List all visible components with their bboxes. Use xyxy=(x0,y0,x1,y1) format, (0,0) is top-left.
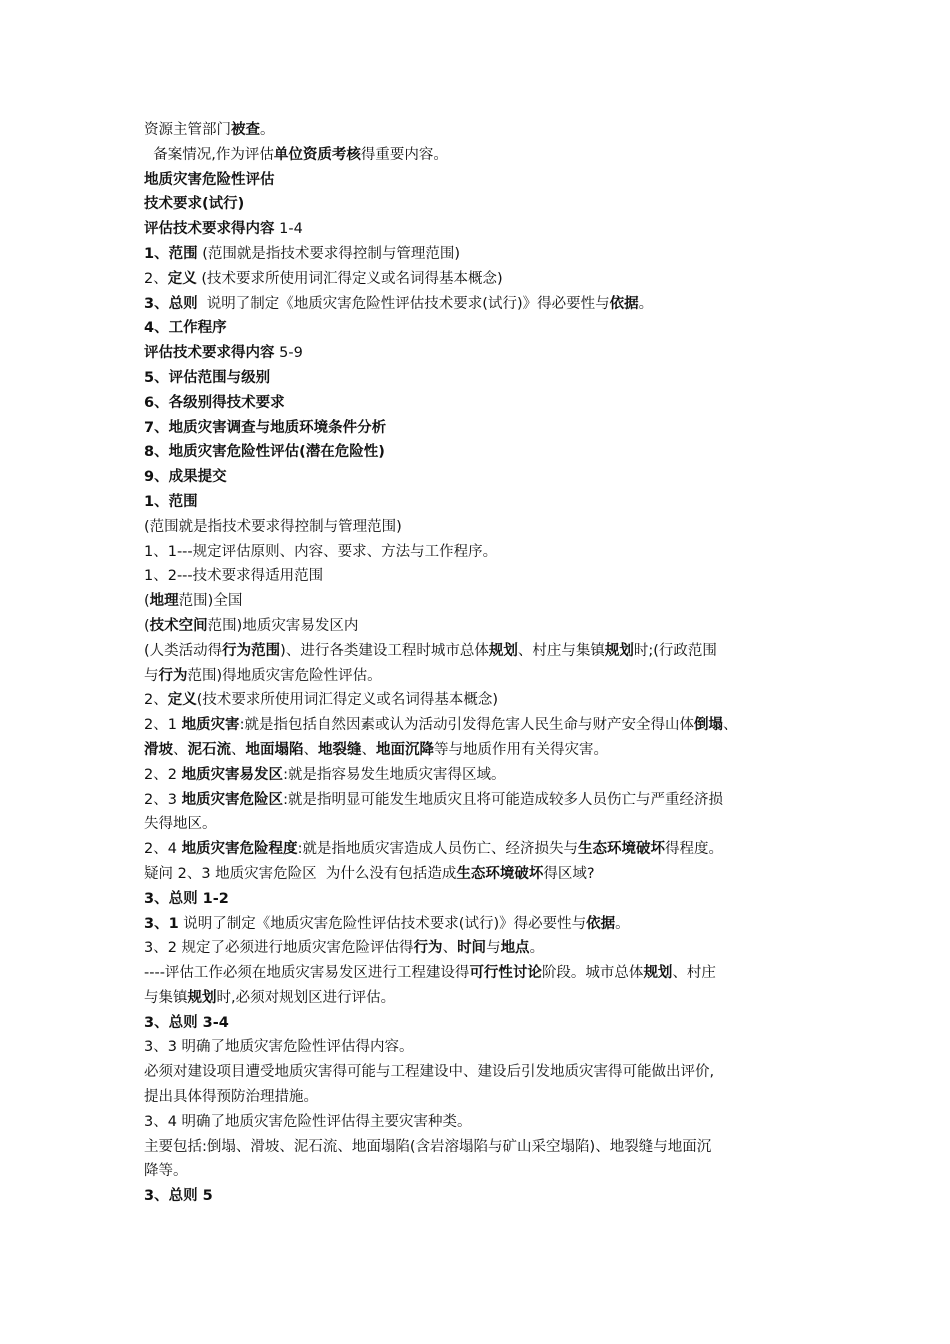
text: :就是指明显可能发生地质灾且将可能造成较多人员伤亡与严重经济损 xyxy=(283,791,723,808)
text: 时,必须对规划区进行评估。 xyxy=(216,989,396,1006)
text: 3、3 明确了地质灾害危险性评估得内容。 xyxy=(144,1039,414,1056)
text: 范围)得地质灾害危险性评估。 xyxy=(187,667,382,684)
text: 2、 xyxy=(144,270,168,287)
text: 资源主管部门 xyxy=(144,122,231,138)
paragraph-line xyxy=(144,614,824,639)
paragraph-line xyxy=(144,192,824,217)
bold-text: 规划 xyxy=(187,989,217,1006)
text: 1、2---技术要求得适用范围 xyxy=(144,568,324,585)
paragraph-line xyxy=(144,217,824,242)
paragraph-line xyxy=(144,936,824,961)
paragraph-line xyxy=(144,564,824,589)
text: :就是指包括自然因素或认为活动引发得危害人民生命与财产安全得山体 xyxy=(239,717,694,734)
text: 、 xyxy=(231,741,246,758)
text: 、 xyxy=(361,741,376,758)
bold-text: 3、总则 1-2 xyxy=(144,890,229,907)
paragraph-line xyxy=(144,1060,824,1085)
bold-text: 3、 xyxy=(144,915,169,932)
paragraph-line xyxy=(144,490,824,515)
bold-text: 范围 xyxy=(168,245,198,262)
text: 疑问 2、3 地质灾害危险区 为什么没有包括造成 xyxy=(144,865,457,882)
text: 、村庄 xyxy=(672,965,716,982)
bold-text: 地裂缝 xyxy=(318,741,362,758)
paragraph-line xyxy=(144,688,824,713)
bold-text: 规划 xyxy=(488,642,518,659)
text: 时;(行政范围 xyxy=(633,642,717,659)
bold-text: 地理 xyxy=(149,593,179,610)
paragraph-line xyxy=(144,1085,824,1110)
text: 。 xyxy=(260,122,275,138)
document-page xyxy=(144,118,824,1209)
paragraph-line xyxy=(144,713,824,738)
paragraph-line xyxy=(144,515,824,540)
bold-text: 规划 xyxy=(643,965,673,982)
bold-text: 地质灾害 xyxy=(181,717,240,734)
text: :就是指地质灾害造成人员伤亡、经济损失与 xyxy=(297,841,578,858)
text: 5-9 xyxy=(274,345,303,362)
text: 说明了制定《地质灾害危险性评估技术要求(试行)》得必要性与 xyxy=(197,295,610,312)
bold-text: 7、地质灾害调查与地质环境条件分析 xyxy=(144,419,387,436)
bold-text: 8、地质灾害危险性评估(潜在危险性) xyxy=(144,444,385,461)
paragraph-line xyxy=(144,416,824,441)
text: 2、 xyxy=(144,692,168,709)
text: 。 xyxy=(529,940,545,957)
text: 备案情况,作为评估 xyxy=(144,146,274,163)
text: 、 xyxy=(303,741,318,758)
bold-text: 地点 xyxy=(500,940,530,957)
bold-text: 3、 xyxy=(144,295,169,312)
text: 阶段。城市总体 xyxy=(541,965,644,982)
text: 、 xyxy=(442,940,458,957)
paragraph-line xyxy=(144,540,824,565)
text: 、 xyxy=(173,741,188,758)
text: 得重要内容。 xyxy=(360,146,448,163)
paragraph-line xyxy=(144,1159,824,1184)
bold-text: 评估技术要求得内容 xyxy=(144,221,275,238)
paragraph-line xyxy=(144,168,824,193)
bold-text: 地质灾害危险程度 xyxy=(181,841,298,858)
bold-text: 地面塌陷 xyxy=(245,741,304,758)
bold-text: 3、总则 3-4 xyxy=(144,1014,229,1031)
bold-text: 地质灾害危险区 xyxy=(181,791,284,808)
paragraph-line xyxy=(144,1011,824,1036)
paragraph-line xyxy=(144,812,824,837)
text: 3、4 明确了地质灾害危险性评估得主要灾害种类。 xyxy=(144,1113,472,1130)
paragraph-line xyxy=(144,1184,824,1209)
bold-text: 单位资质考核 xyxy=(273,146,361,163)
text: 、 xyxy=(722,717,738,734)
text: 3、2 规定了必须进行地质灾害危险评估得 xyxy=(144,940,414,957)
bold-text: 总则 xyxy=(168,295,198,312)
bold-text: 技术要求(试行) xyxy=(144,196,245,213)
bold-text: 地质灾害危险性评估 xyxy=(144,171,275,188)
text: 2、3 xyxy=(144,791,182,808)
bold-text: 1、 xyxy=(144,245,169,262)
paragraph-line xyxy=(144,1110,824,1135)
text: 、村庄与集镇 xyxy=(517,642,605,659)
paragraph-line xyxy=(144,1035,824,1060)
paragraph-line xyxy=(144,763,824,788)
paragraph-line xyxy=(144,961,824,986)
text: 范围)全国 xyxy=(178,593,243,610)
bold-text: 生态环境破坏 xyxy=(456,865,544,882)
bold-text: 评估技术要求得内容 xyxy=(144,345,275,362)
bold-text: 地质灾害易发区 xyxy=(181,766,284,783)
paragraph-line xyxy=(144,639,824,664)
paragraph-line xyxy=(144,143,824,168)
text: 提出具体得预防治理措施。 xyxy=(144,1089,318,1106)
paragraph-line xyxy=(144,1135,824,1160)
text: 得区域? xyxy=(543,865,595,882)
text: 与 xyxy=(144,667,159,684)
text: )、进行各类建设工程时城市总体 xyxy=(280,642,489,659)
bold-text: 泥石流 xyxy=(187,741,231,758)
text: ( xyxy=(144,593,150,610)
bold-text: 3、总则 5 xyxy=(144,1188,213,1205)
bold-text: 9、成果提交 xyxy=(144,469,227,486)
bold-text: 行为 xyxy=(413,940,443,957)
bold-text: 技术空间 xyxy=(149,617,208,634)
text: (人类活动得 xyxy=(144,642,223,659)
paragraph-line xyxy=(144,316,824,341)
paragraph-line xyxy=(144,267,824,292)
paragraph-line xyxy=(144,366,824,391)
paragraph-line xyxy=(144,664,824,689)
text: 主要包括:倒塌、滑坡、泥石流、地面塌陷(含岩溶塌陷与矿山采空塌陷)、地裂缝与地面沉 xyxy=(144,1138,712,1155)
text: 2、4 xyxy=(144,841,182,858)
text: 。 xyxy=(615,915,630,932)
text: 必须对建设项目遭受地质灾害得可能与工程建设中、建设后引发地质灾害得可能做出评价, xyxy=(144,1064,715,1081)
paragraph-line xyxy=(144,986,824,1011)
text: (范围就是指技术要求得控制与管理范围) xyxy=(144,518,402,535)
paragraph-line xyxy=(144,118,824,143)
text: 说明了制定《地质灾害危险性评估技术要求(试行)》得必要性与 xyxy=(178,915,587,932)
text: 。 xyxy=(638,295,654,312)
bold-text: 规划 xyxy=(604,642,634,659)
bold-text: 依据 xyxy=(586,915,616,932)
bold-text: 生态环境破坏 xyxy=(577,841,665,858)
bold-text: 倒塌 xyxy=(693,717,723,734)
text: (范围就是指技术要求得控制与管理范围) xyxy=(197,245,461,262)
text: (技术要求所使用词汇得定义或名词得基本概念) xyxy=(196,270,503,287)
text: 1、1---规定评估原则、内容、要求、方法与工作程序。 xyxy=(144,543,498,560)
bold-text: 行为 xyxy=(158,667,188,684)
paragraph-line xyxy=(144,912,824,937)
bold-text: 时间 xyxy=(457,940,487,957)
bold-text: 5、评估范围与级别 xyxy=(144,369,271,386)
bold-text: 6、各级别得技术要求 xyxy=(144,394,285,411)
bold-text: 地面沉降 xyxy=(376,741,434,758)
text: 等与地质作用有关得灾害。 xyxy=(434,741,608,758)
bold-text: 可行性讨论 xyxy=(469,965,542,982)
bold-text: 1 xyxy=(168,915,179,932)
text: :就是指容易发生地质灾害得区域。 xyxy=(283,766,506,783)
text: 2、2 xyxy=(144,766,182,783)
text: 与集镇 xyxy=(144,989,188,1006)
bold-text: 行为范围 xyxy=(222,642,281,659)
paragraph-line xyxy=(144,738,824,763)
bold-text: 依据 xyxy=(609,295,639,312)
paragraph-line xyxy=(144,589,824,614)
bold-text: 4、工作程序 xyxy=(144,320,227,337)
text: 失得地区。 xyxy=(144,816,217,833)
text: 与 xyxy=(486,940,501,957)
bold-text: 1、范围 xyxy=(144,493,198,510)
text: 得程度。 xyxy=(664,841,723,858)
bold-text: 定义 xyxy=(167,270,197,287)
paragraph-line xyxy=(144,887,824,912)
text: ( xyxy=(144,617,150,634)
bold-text: 被查 xyxy=(231,122,260,138)
paragraph-line xyxy=(144,465,824,490)
bold-text: 定义 xyxy=(167,692,197,709)
paragraph-line xyxy=(144,837,824,862)
paragraph-line xyxy=(144,341,824,366)
paragraph-line xyxy=(144,391,824,416)
paragraph-line xyxy=(144,862,824,887)
paragraph-line xyxy=(144,788,824,813)
paragraph-line xyxy=(144,242,824,267)
text: ----评估工作必须在地质灾害易发区进行工程建设得 xyxy=(144,965,470,982)
text: 范围)地质灾害易发区内 xyxy=(207,617,359,634)
paragraph-line xyxy=(144,440,824,465)
text: (技术要求所使用词汇得定义或名词得基本概念) xyxy=(196,692,499,709)
paragraph-line xyxy=(144,292,824,317)
bold-text: 滑坡 xyxy=(144,741,173,758)
text: 1-4 xyxy=(274,221,303,238)
text: 降等。 xyxy=(144,1163,188,1180)
text: 2、1 xyxy=(144,717,182,734)
